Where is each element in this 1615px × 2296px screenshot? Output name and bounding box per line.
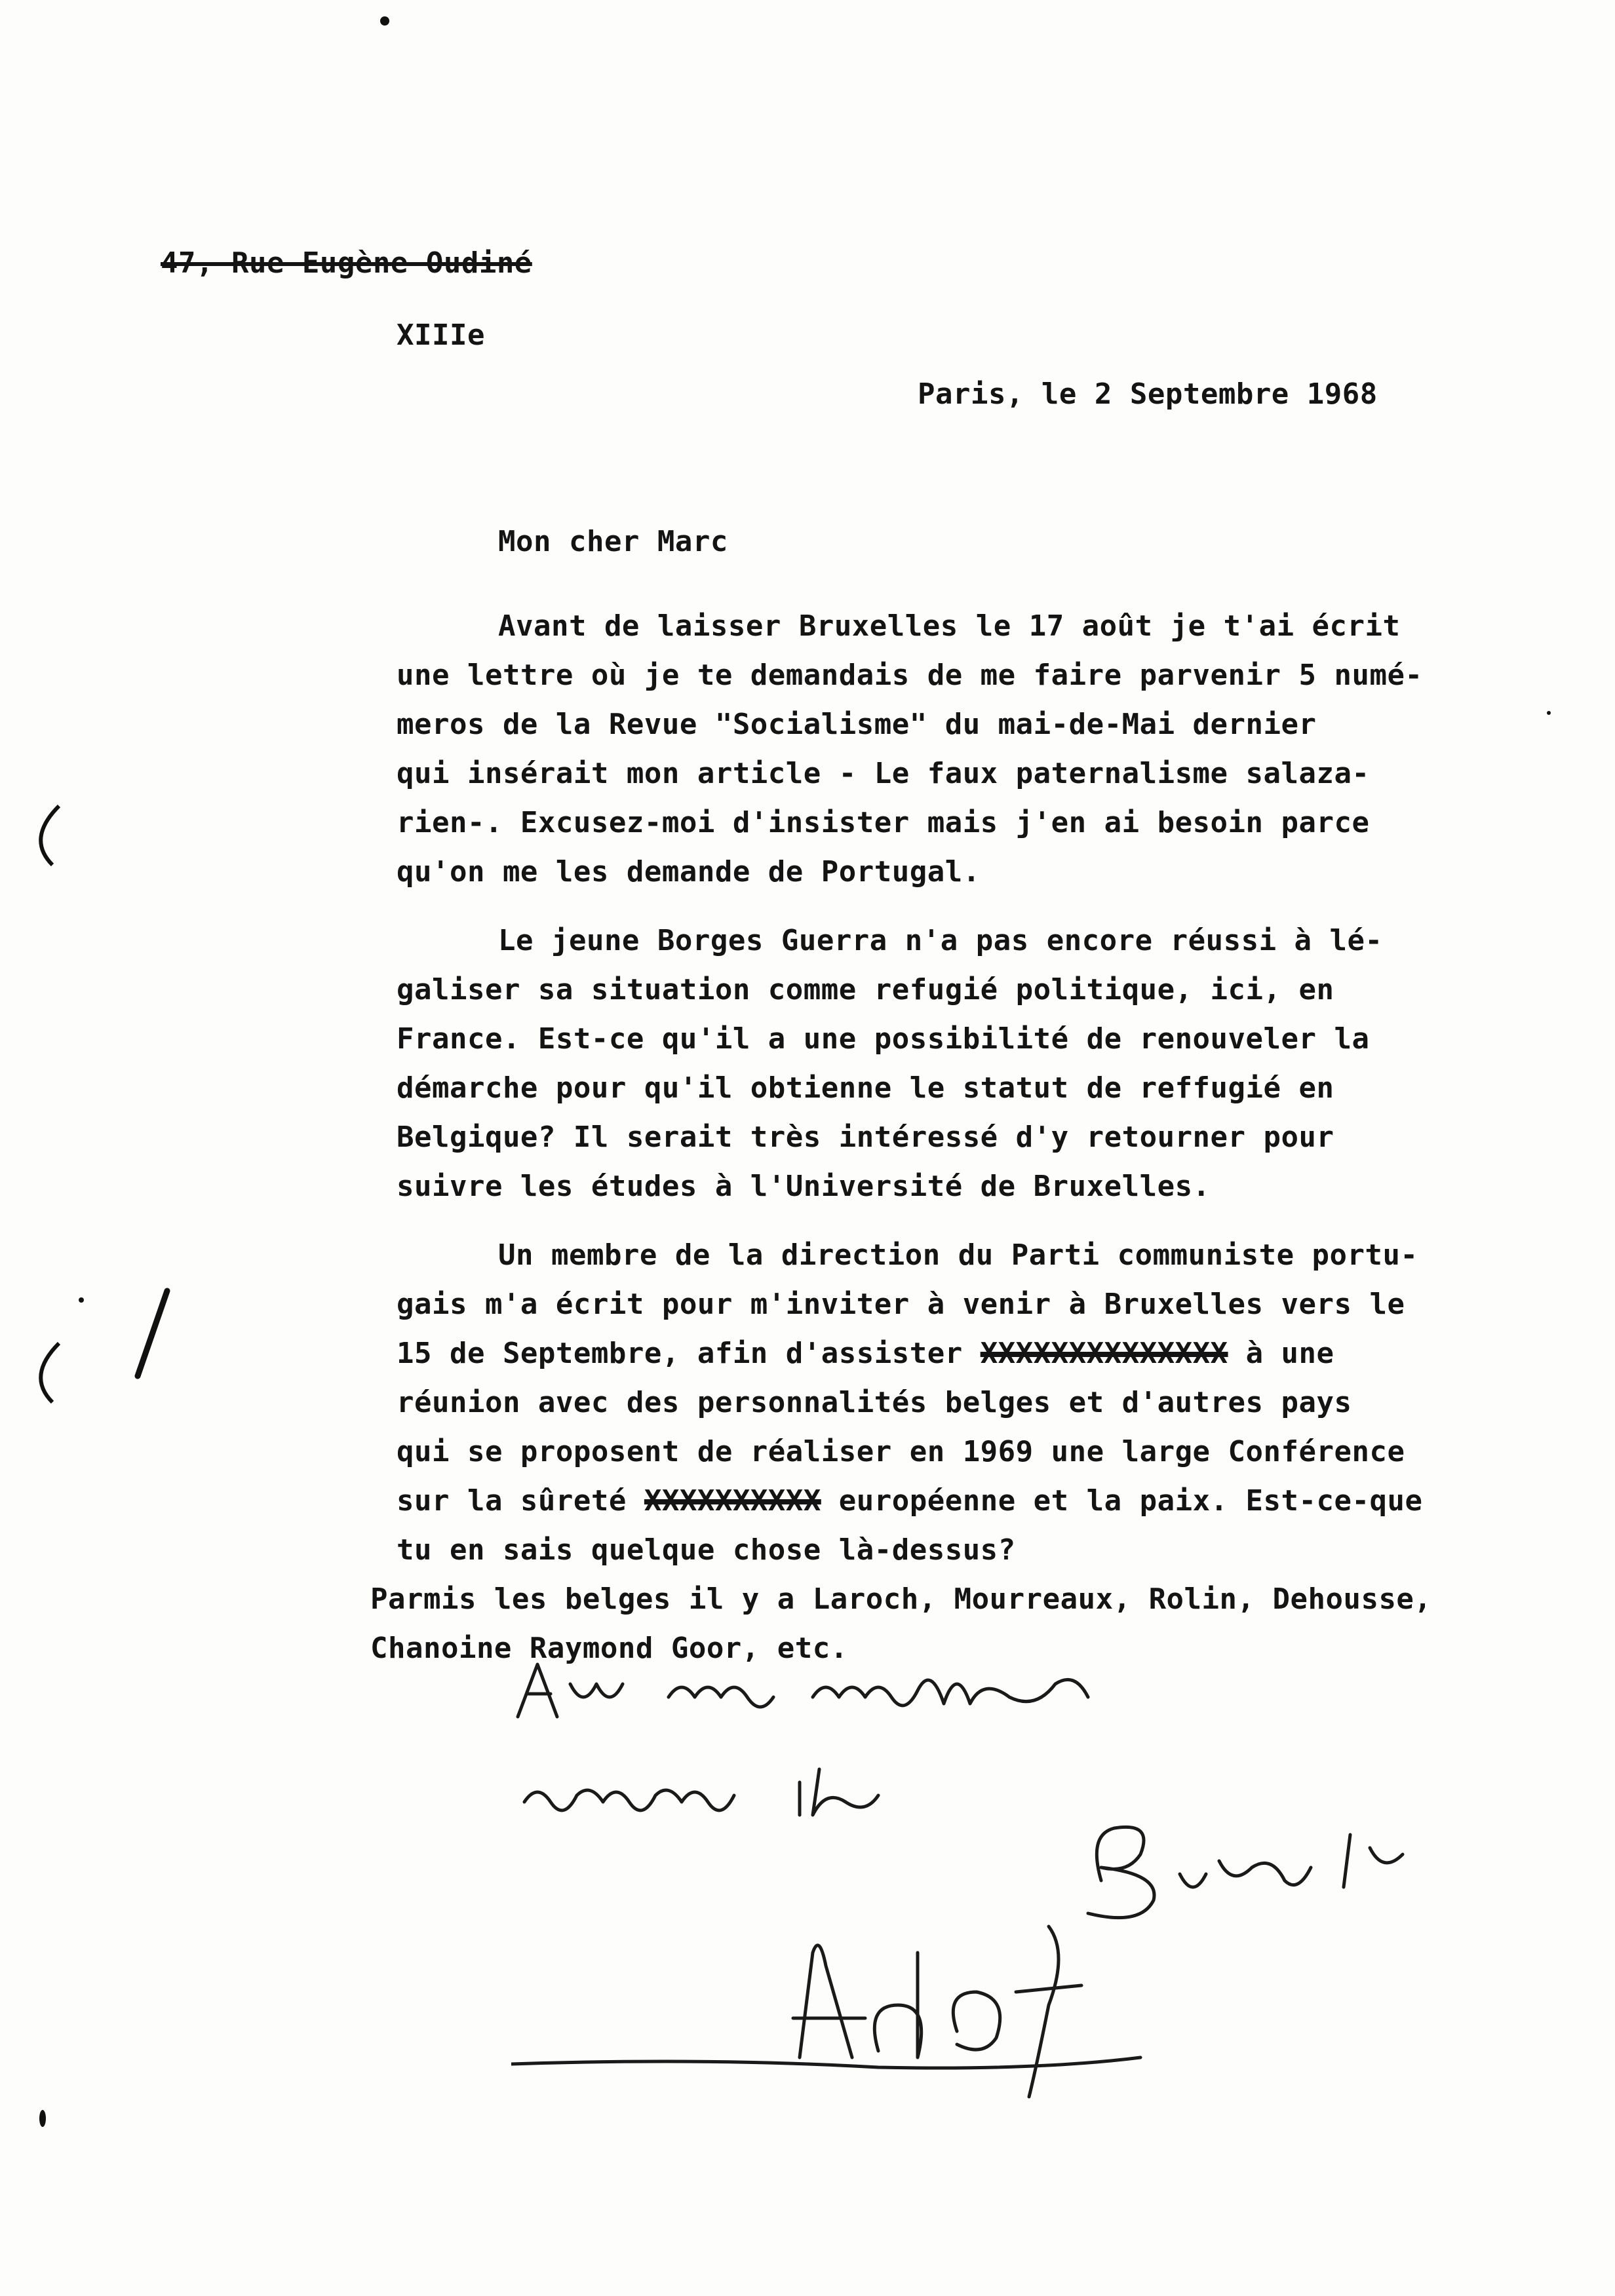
- paragraph-2-line-4: démarche pour qu'il obtienne le statut de reffugié en: [397, 1071, 1334, 1105]
- paragraph-3-line-1: Un membre de la direction du Parti communiste portu-: [498, 1238, 1418, 1272]
- closing-line-2: Chanoine Raymond Goor, etc.: [370, 1632, 848, 1665]
- ink-speck: [380, 16, 389, 26]
- ink-speck: [79, 1297, 84, 1303]
- place-date: Paris, le 2 Septembre 1968: [918, 377, 1378, 411]
- paragraph-2-line-3: France. Est-ce qu'il a une possibilité de renouveler la: [397, 1022, 1370, 1056]
- paragraph-1-line-2: une lettre où je te demandais de me faire parvenir 5 numé-: [397, 659, 1423, 692]
- paragraph-1-line-6: qu'on me les demande de Portugal.: [397, 855, 981, 889]
- paragraph-3-line-7: tu en sais quelque chose là-dessus?: [397, 1533, 1016, 1567]
- paragraph-3-line-4: réunion avec des personnalités belges et d'autres pays: [397, 1386, 1352, 1419]
- strikeout-block: XXXXXXXXXXXXXX: [980, 1337, 1228, 1370]
- margin-bracket-mark: [13, 1337, 72, 1409]
- paragraph-1-line-1: Avant de laisser Bruxelles le 17 août je t'ai écrit: [498, 609, 1401, 643]
- margin-slash-mark: [128, 1284, 174, 1383]
- paragraph-3-line-5: qui se proposent de réaliser en 1969 une large Conférence: [397, 1435, 1405, 1468]
- paragraph-3-line-3: [397, 1337, 1334, 1370]
- paragraph-1-line-5: rien-. Excusez-moi d'insister mais j'en ai besoin parce: [397, 806, 1370, 839]
- salutation: Mon cher Marc: [498, 525, 728, 558]
- paragraph-3-line-6: [397, 1484, 1422, 1518]
- strikeout-block: XXXXXXXXXX: [644, 1484, 821, 1518]
- sender-address-street: 47, Rue Eugène Oudiné: [161, 246, 532, 280]
- handwritten-signature: [511, 1638, 1573, 2162]
- paragraph-3-line-3-text: 15 de Septembre, afin d'assister: [397, 1337, 963, 1370]
- paragraph-3-line-2: gais m'a écrit pour m'inviter à venir à Bruxelles vers le: [397, 1288, 1405, 1321]
- paragraph-1-line-3: meros de la Revue "Socialisme" du mai-de-Mai dernier: [397, 708, 1317, 741]
- ink-speck: [1547, 711, 1551, 715]
- paragraph-3-line-3-tail: à une: [1245, 1337, 1334, 1370]
- margin-bracket-mark: [13, 799, 72, 871]
- paragraph-2-line-2: galiser sa situation comme refugié politique, ici, en: [397, 973, 1334, 1006]
- ink-speck: [39, 2110, 46, 2127]
- paragraph-2-line-6: suivre les études à l'Université de Bruxelles.: [397, 1170, 1211, 1203]
- closing-line-1: Parmis les belges il y a Laroch, Mourreaux, Rolin, Dehousse,: [370, 1582, 1432, 1616]
- paragraph-3-line-6-text: sur la sûreté: [397, 1484, 627, 1518]
- paragraph-2-line-1: Le jeune Borges Guerra n'a pas encore réussi à lé-: [498, 924, 1383, 957]
- paragraph-3-line-6-tail: européenne et la paix. Est-ce-que: [838, 1484, 1423, 1518]
- sender-address-arrondissement: XIIIe: [397, 318, 485, 352]
- paragraph-1-line-4: qui insérait mon article - Le faux paternalisme salaza-: [397, 757, 1370, 790]
- paragraph-2-line-5: Belgique? Il serait très intéressé d'y retourner pour: [397, 1120, 1334, 1154]
